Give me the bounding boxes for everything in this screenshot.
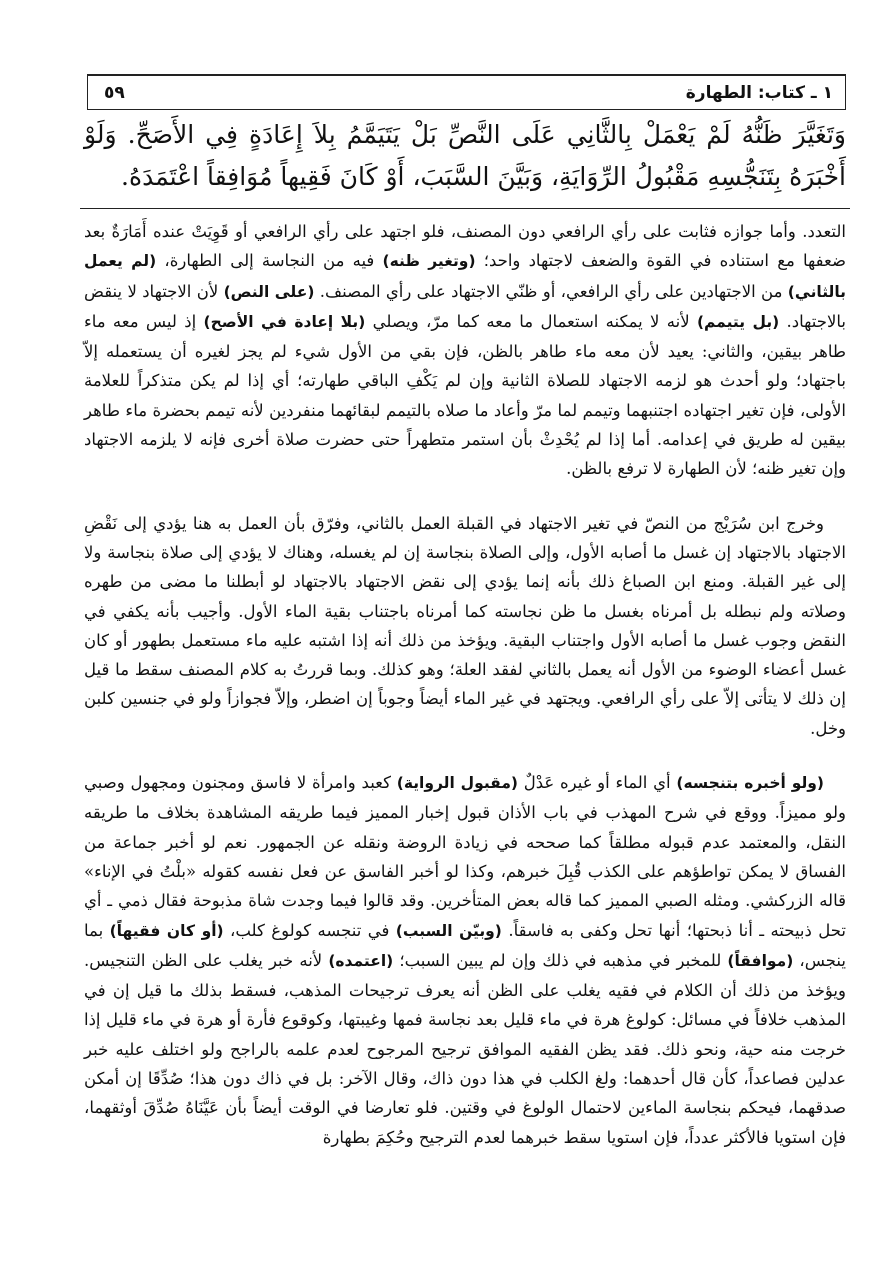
lemma: (بلا إعادة في الأصح) (203, 312, 366, 331)
lemma: (بل يتيمم) (696, 312, 780, 331)
running-header (87, 74, 846, 110)
commentary-text: من الاجتهادين على رأي الرافعي، أو ظنّي الاجتهاد على رأي المصنف. (314, 281, 788, 301)
commentary-text: أي الماء أو غيره عَدْلٌ (518, 773, 677, 793)
paragraph-gap (80, 484, 850, 509)
lemma: (لم يعمل بالثاني) (84, 252, 846, 301)
commentary-paragraph-2: وخرج ابن سُرَيْج من النصّ في تغير الاجتهاد في القبلة العمل بالثاني، وفرّق بأن العمل به هنا يؤدي إلى نَقْضِ الاجتهاد بالاجتهاد إن غسل ما أصابه الأول، وإلى الصلاة بنجاسة إن لم يغسله، وهناك لا يؤدي إلى صلاة بنجاسة ولا إلى غير القبلة. ومنع ابن الصباغ ذلك بأنه إنما يؤدي إلى نقض الاجتهاد بالاجتهاد لو أبطلنا ما مضى من طهره وصلاته ولم نبطله بل أمرناه بغسل ما ظن نجاسته كما أمرناه باجتناب بقية الماء الأول. وأجيب بأنه يكفي في النقض وجوب غسل ما أصابه الأول واجتناب البقية. ويؤخذ من ذلك أنه إذا اشتبه عليه ماء مستعمل بطهور أو كان غسل أعضاء الوضوء من الأول أنه يعمل بالثاني لفقد العلة؛ وهو كذلك. وبما قررتُ به كلام المصنف سقط ما قيل إن ذلك لا يتأتى إلاّ على رأي الرافعي. ويجتهد في غير الماء أيضاً وجوباً إن اضطر، وإلاّ فجوازاً ولو في جنسين كلبن وخل. (84, 513, 846, 738)
commentary-paragraph-1 (80, 217, 850, 484)
lemma: (ولو أخبره بتنجسه) (676, 774, 824, 793)
commentary-text: لأن الاجتهاد لا ينقض بالاجتهاد. (84, 281, 846, 331)
lemma: (مقبول الرواية) (396, 774, 519, 793)
commentary-text: إذ ليس معه ماء طاهر بيقين، والثاني: يعيد لأن معه ماء طاهر بالظن، فإن بقي من الأول شيء لم يجز لغيره أن يستعمله إلاّ باجتهاد؛ ولو أحدث هو لزمه الاجتهاد للصلاة الثانية وإن لم يَكْفِ الباقي طهارته؛ أي إذا لم يكن متذكراً للعلامة الأولى، فإن تغير اجتهاده اجتنبهما وتيمم لما مرّ وأعاد ما صلاه بالتيمم لبقائهما منفردين لأنه تيمم بحضرة ماء طاهر بيقين له طريق في إعدامه. أما إذا لم يُحْدِثْ بأن استمر متطهراً حتى حضرت صلاة أخرى فإنه لا يلزمه الاجتهاد وإن تغير ظنه؛ لأن الطهارة لا ترفع بالظن. (84, 311, 846, 479)
lemma: (على النص) (223, 282, 315, 301)
commentary-text: التعدد. وأما جوازه فثابت على رأي الرافعي دون المصنف، فلو اجتهد على رأي الرافعي أو قَوِيَتْ عنده أَمَارَةٌ بعد ضعفها مع استناده في القوة والضعف لاجتهاد واحد؛ (84, 222, 846, 271)
lemma: (وتغير ظنه) (382, 252, 476, 271)
commentary-text: في تنجسه كولوغ كلب، (223, 920, 396, 940)
matn-text: وَتَغَيَّرَ ظَنُّهُ لَمْ يَعْمَلْ بِالثَّانِي عَلَى النَّصِّ بَلْ يَتَيَمَّمُ بِلاَ إِعَادَةٍ فِي الأَصَحِّ. وَلَوْ أَخْبَرَهُ بِتَنَجُّسِهِ مَقْبُولُ الرِّوَايَةِ، وَبَيَّنَ السَّبَبَ، أَوْ كَانَ فَقِيهاً مُوَافِقاً اعْتَمَدَهُ. (84, 120, 846, 191)
separator-rule (80, 208, 850, 209)
lemma: (اعتمده) (328, 951, 394, 970)
paragraph-gap (80, 743, 850, 768)
chapter-title: ١ ـ كتاب: الطهارة (685, 82, 833, 103)
commentary-text: لأنه لا يمكنه استعمال ما معه كما مرّ، ويصلي (365, 311, 697, 331)
book-page (80, 74, 850, 1152)
commentary (80, 217, 850, 1152)
commentary-text: كعبد وامرأة لا فاسق ومجنون ومجهول وصبي ولو مميزاً. ووقع في شرح المهذب في باب الأذان قبول إخبار المميز فيما طريقه المشاهدة بخلاف ما طريقه النقل، والمعتمد عدم قبوله مطلقاً كما صححه في زيادة الروضة ونقله عن الجمهور. نعم لو أخبر جماعة من الفساق لا يمكن تواطؤهم على الكذب قُبِلَ خبرهم، وكذا لو أخبر الفاسق عن فعل نفسه كقوله «بلْتُ في الإناء» قاله الزركشي. ومثله الصبي المميز كما قاله بعض المتأخرين. وقد قالوا فيما وجدت شاة مذبوحة فقال ذمي ـ أي تحل ذبيحته ـ أنا ذبحتها؛ أنها تحل وكفى به فاسقاً. (84, 773, 847, 940)
page-number: ٥٩ (104, 82, 125, 103)
commentary-text: للمخبر في مذهبه في ذلك وإن لم يبين السبب؛ (393, 950, 728, 970)
commentary-text: لأنه خبر يغلب على الظن التنجيس. ويؤخذ من ذلك أن الكلام في فقيه يغلب على الظن أنه يعرف ترجيحات المذهب، فسقط بذلك ما قيل إن في المذهب خلافاً في مسائل: كولوغ هرة في ماء قليل بعد نجاسة فمها وغيبتها، وكوقوع فأرة أو هرة في ماء قليل إذا خرجت منه حية، ونحو ذلك. فقد يظن الفقيه الموافق ترجيح المرجوح لعدم علمه بالراجح ولو اختلف عليه خبر عدلين فصاعداً، كأن قال أحدهما: ولغ الكلب في هذا دون ذاك، وقال الآخر: بل في ذاك دون هذا؛ صُدِّقَا إن أمكن صدقهما، فيحكم بنجاسة الماءين لاحتمال الولوغ في وقتين. فلو تعارضا في الوقت أيضاً بأن عَيَّنَاهُ صُدِّقَ أوثقهما، فإن استويا فالأكثر عدداً، فإن استويا سقط خبرهما لعدم الترجيح وحُكِمَ بطهارة (84, 950, 846, 1147)
lemma: (أو كان فقيهاً) (109, 921, 224, 940)
commentary-text: بما ينجس، (84, 920, 846, 970)
lemma: (وبيّن السبب) (395, 921, 502, 940)
commentary-paragraph-3 (80, 768, 850, 1152)
commentary-text: فيه من النجاسة إلى الطهارة، (156, 251, 383, 271)
lemma: (موافقاً) (727, 951, 794, 970)
